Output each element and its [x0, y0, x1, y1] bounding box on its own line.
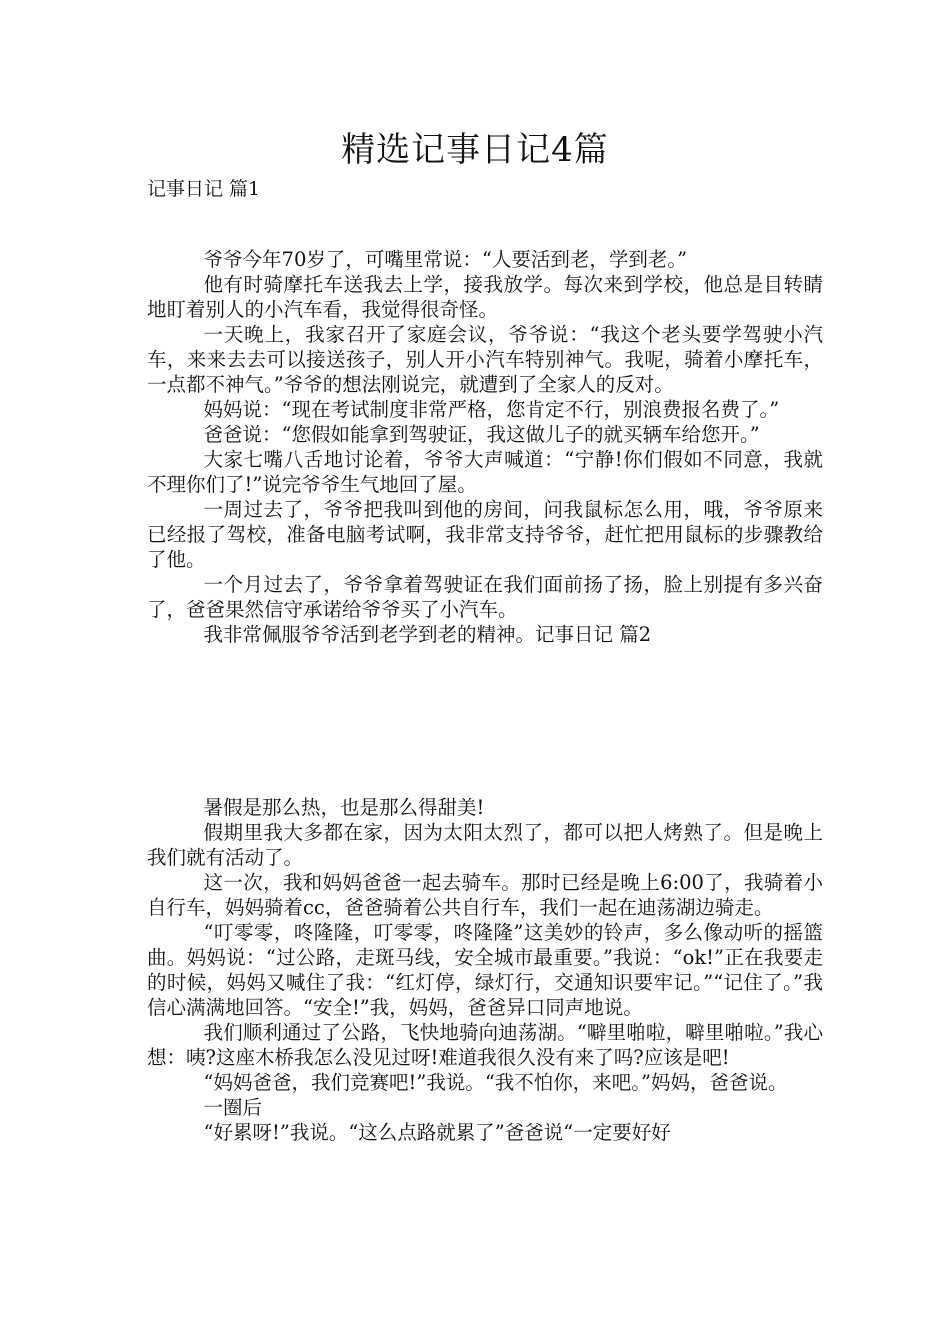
paragraph: 暑假是那么热，也是那么得甜美!	[203, 796, 485, 819]
paragraph: 一个月过去了，爷爷拿着驾驶证在我们面前扬了扬，脸上别提有多兴奋了，爸爸果然信守承诺给爷爷买了小汽车。	[147, 573, 823, 621]
paragraph: 大家七嘴八舌地讨论着，爷爷大声喊道：“宁静!你们假如不同意，我就不理你们了!”说完爷爷生气地回了屋。	[147, 448, 823, 496]
paragraph: 妈妈说：“现在考试制度非常严格，您肯定不行，别浪费报名费了。”	[203, 398, 780, 421]
section-1-body	[147, 247, 823, 647]
paragraph: 假期里我大多都在家，因为太阳太烈了，都可以把人烤熟了。但是晚上我们就有活动了。	[147, 821, 823, 869]
paragraph: 这一次，我和妈妈爸爸一起去骑车。那时已经是晚上6:00了，我骑着小自行车，妈妈骑着cc，爸爸骑着公共自行车，我们一起在迪荡湖边骑走。	[147, 871, 823, 919]
section-1-heading: 记事日记 篇1	[147, 178, 261, 200]
paragraph: 一天晚上，我家召开了家庭会议，爷爷说：“我这个老头要学驾驶小汽车，来来去去可以接送孩子，别人开小汽车特别神气。我呢，骑着小摩托车，一点都不神气。”爷爷的想法刚说完，就遭到了全家人的反对。	[147, 323, 823, 396]
section-2-body	[147, 795, 823, 1145]
paragraph: “好累呀!”我说。“这么点路就累了”爸爸说“一定要好好	[203, 1121, 671, 1144]
paragraph: 我非常佩服爷爷活到老学到老的精神。记事日记 篇2	[203, 623, 652, 646]
paragraph: 一圈后	[203, 1096, 263, 1119]
paragraph: 我们顺利通过了公路，飞快地骑向迪荡湖。“噼里啪啦，噼里啪啦。”我心想：咦?这座木桥我怎么没见过呀!难道我很久没有来了吗?应该是吧!	[147, 1021, 823, 1069]
paragraph: 爸爸说：“您假如能拿到驾驶证，我这做儿子的就买辆车给您开。”	[203, 423, 760, 446]
paragraph: 爷爷今年70岁了，可嘴里常说：“人要活到老，学到老。”	[203, 248, 688, 271]
paragraph: “叮零零，咚隆隆，叮零零，咚隆隆”这美妙的铃声，多么像动听的摇篮曲。妈妈说：“过公路，走斑马线，安全城市最重要。”我说：“ok!”正在我要走的时候，妈妈又喊住了我：“红灯停，绿灯行，交通知识要牢记。”“记住了。”我信心满满地回答。“安全!”我，妈妈，爸爸异口同声地说。	[147, 921, 823, 1019]
paragraph: 他有时骑摩托车送我去上学，接我放学。每次来到学校，他总是目转睛地盯着别人的小汽车看，我觉得很奇怪。	[147, 273, 823, 321]
paragraph: 一周过去了，爷爷把我叫到他的房间，问我鼠标怎么用，哦，爷爷原来已经报了驾校，准备电脑考试啊，我非常支持爷爷，赶忙把用鼠标的步骤教给了他。	[147, 498, 823, 571]
paragraph: “妈妈爸爸，我们竞赛吧!”我说。“我不怕你，来吧。”妈妈，爸爸说。	[203, 1071, 788, 1094]
document-title: 精选记事日记4篇	[341, 130, 609, 170]
